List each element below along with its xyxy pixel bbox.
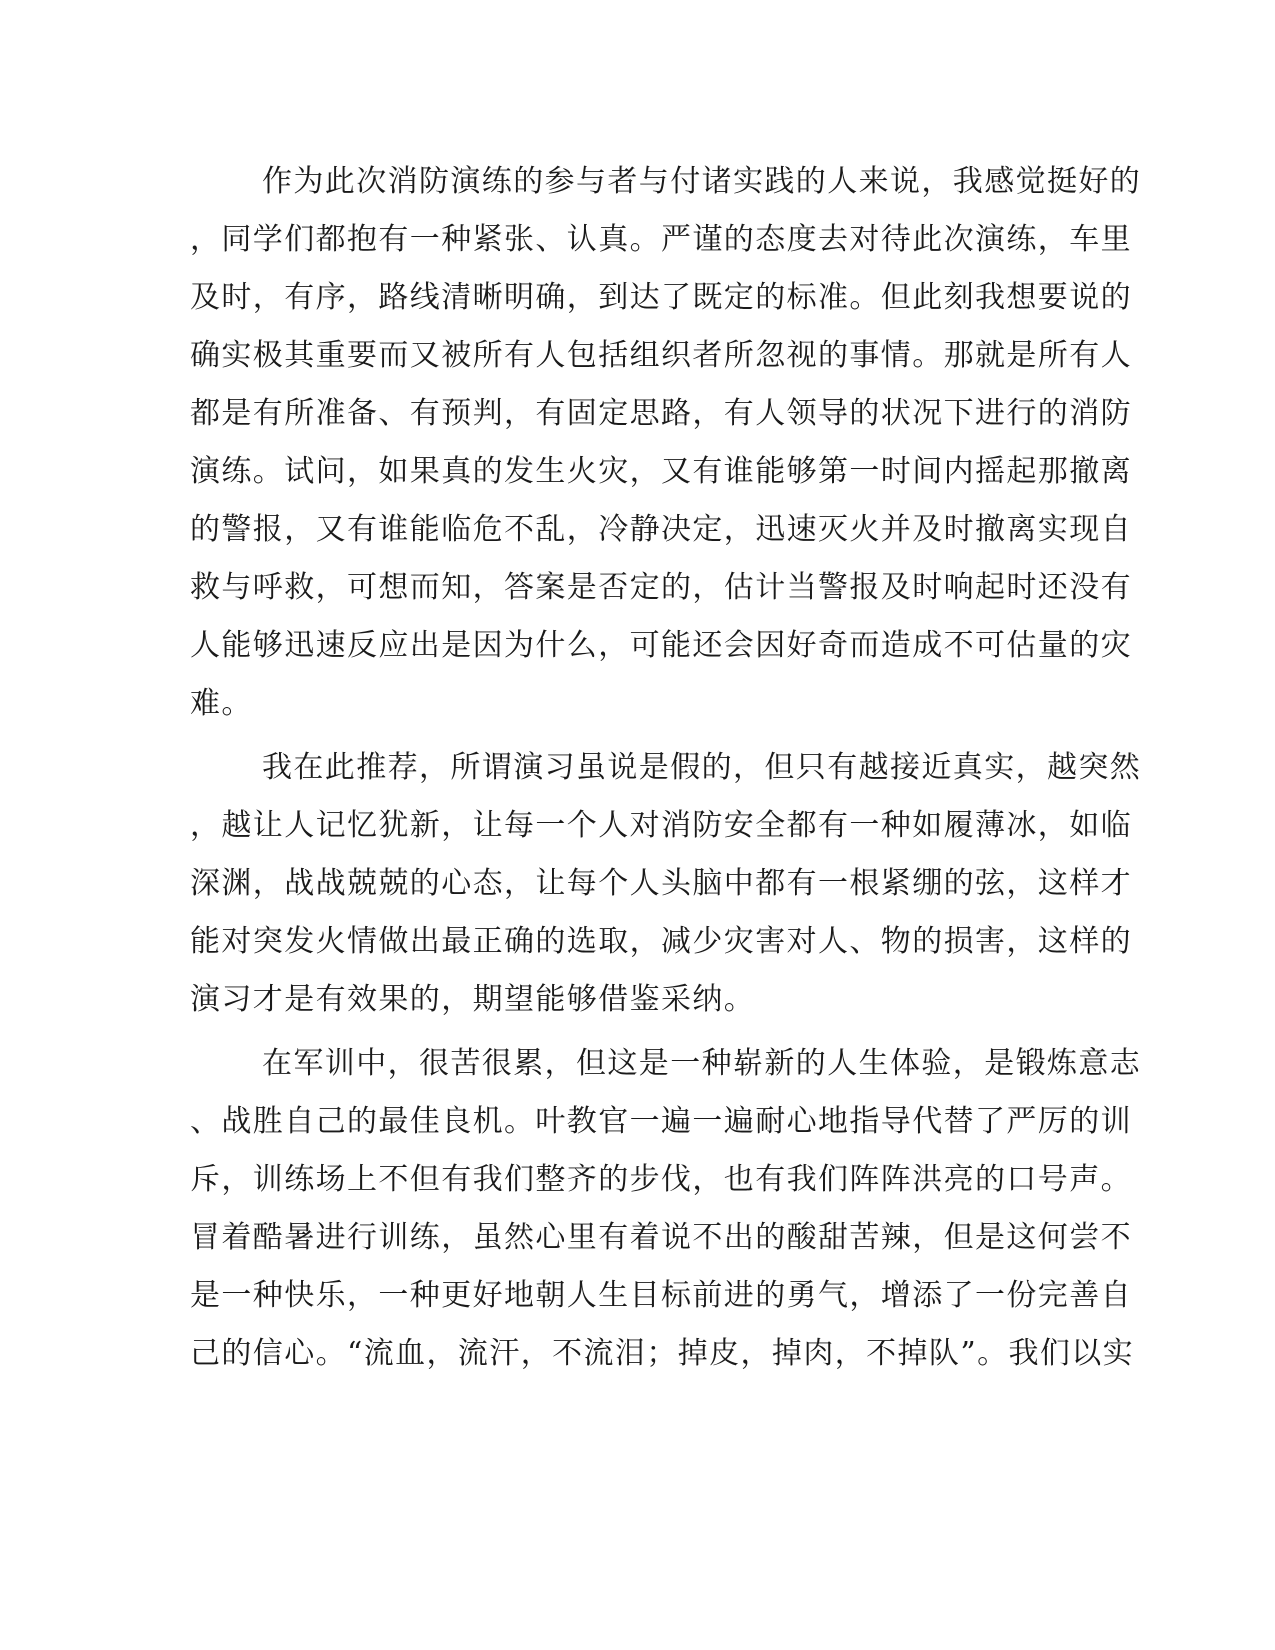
paragraph-3-line-3: 斥，训练场上不但有我们整齐的步伐，也有我们阵阵洪亮的口号声。 (190, 1162, 1132, 1197)
paragraph-1-line-10: 难。 (190, 686, 253, 721)
paragraph-3-line-1: 在军训中，很苦很累，但这是一种崭新的人生体验，是锻炼意志 (262, 1046, 1142, 1081)
paragraph-3-line-5: 是一种快乐，一种更好地朝人生目标前进的勇气，增添了一份完善自 (190, 1278, 1132, 1313)
paragraph-2-line-3: 深渊，战战兢兢的心态，让每个人头脑中都有一根紧绷的弦，这样才 (190, 866, 1132, 901)
paragraph-1-line-4: 确实极其重要而又被所有人包括组织者所忽视的事情。那就是所有人 (190, 338, 1132, 373)
paragraph-2-line-1: 我在此推荐，所谓演习虽说是假的，但只有越接近真实，越突然 (262, 750, 1142, 785)
paragraph-2-line-2: ，越让人记忆犹新，让每一个人对消防安全都有一种如履薄冰，如临 (190, 808, 1132, 843)
paragraph-1-line-3: 及时，有序，路线清晰明确，到达了既定的标准。但此刻我想要说的 (190, 280, 1132, 315)
paragraph-2-line-4: 能对突发火情做出最正确的选取，减少灾害对人、物的损害，这样的 (190, 924, 1132, 959)
paragraph-2-line-5: 演习才是有效果的，期望能够借鉴采纳。 (190, 982, 756, 1017)
paragraph-1-line-6: 演练。试问，如果真的发生火灾，又有谁能够第一时间内摇起那撤离 (190, 454, 1132, 489)
paragraph-3-line-4: 冒着酷暑进行训练，虽然心里有着说不出的酸甜苦辣，但是这何尝不 (190, 1220, 1132, 1255)
paragraph-1-line-1: 作为此次消防演练的参与者与付诸实践的人来说，我感觉挺好的 (262, 164, 1142, 199)
paragraph-1-line-7: 的警报，又有谁能临危不乱，冷静决定，迅速灭火并及时撤离实现自 (190, 512, 1132, 547)
paragraph-1-line-2: ，同学们都抱有一种紧张、认真。严谨的态度去对待此次演练，车里 (190, 222, 1132, 257)
paragraph-1-line-9: 人能够迅速反应出是因为什么，可能还会因好奇而造成不可估量的灾 (190, 628, 1132, 663)
paragraph-1-line-8: 救与呼救，可想而知，答案是否定的，估计当警报及时响起时还没有 (190, 570, 1132, 605)
paragraph-3-line-6: 己的信心。“流血，流汗，不流泪；掉皮，掉肉，不掉队”。我们以实 (190, 1336, 1135, 1371)
paragraph-3-line-2: 、战胜自己的最佳良机。叶教官一遍一遍耐心地指导代替了严厉的训 (190, 1104, 1132, 1139)
paragraph-1-line-5: 都是有所准备、有预判，有固定思路，有人领导的状况下进行的消防 (190, 396, 1132, 431)
